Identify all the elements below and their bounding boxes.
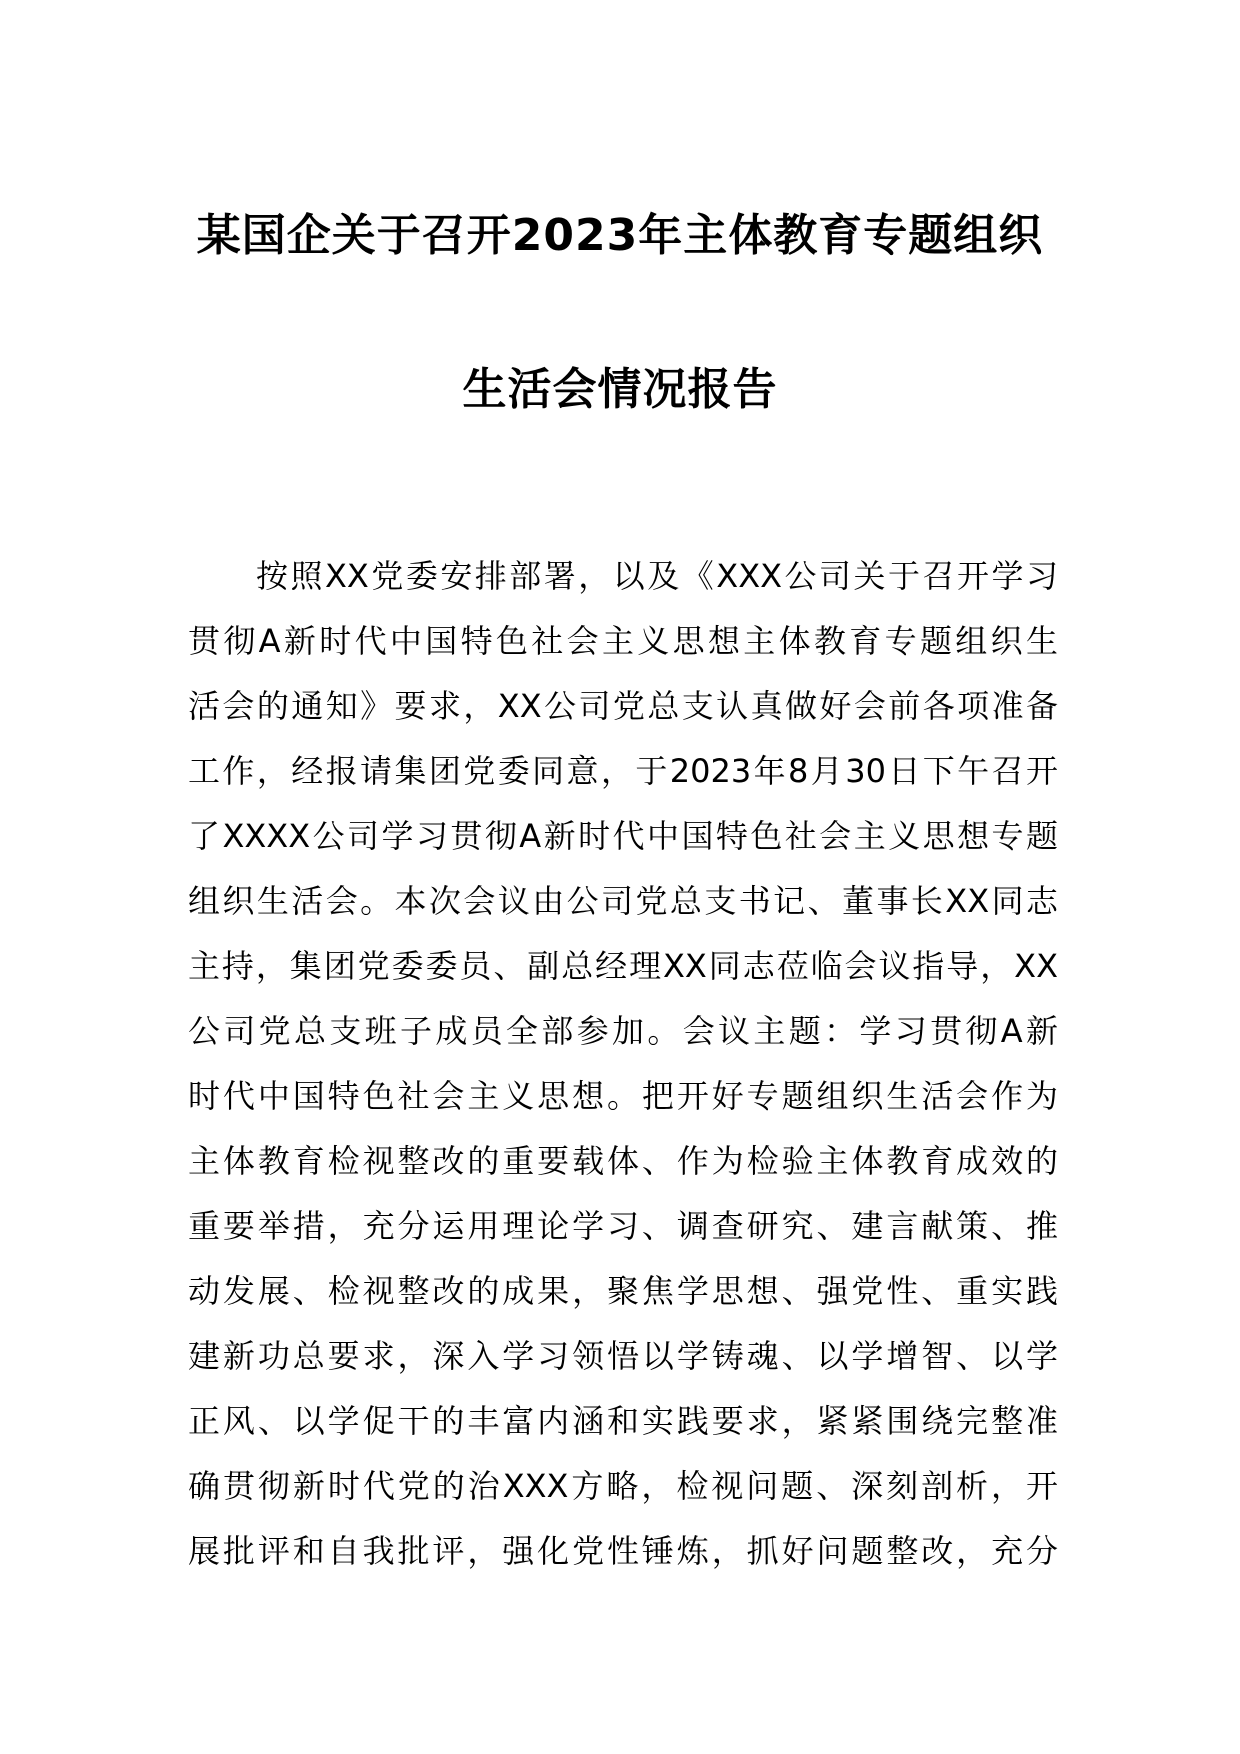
- body-line: 工作，经报请集团党委同意，于2023年8月30日下午召开: [188, 752, 1058, 790]
- document-title-line-1: 某国企关于召开2023年主体教育专题组织: [196, 210, 1044, 261]
- body-line: 时代中国特色社会主义思想。把开好专题组织生活会作为: [188, 1077, 1058, 1115]
- body-line: 建新功总要求，深入学习领悟以学铸魂、以学增智、以学: [188, 1337, 1058, 1375]
- body-line: 动发展、检视整改的成果，聚焦学思想、强党性、重实践: [188, 1272, 1058, 1310]
- body-line: 正风、以学促干的丰富内涵和实践要求，紧紧围绕完整准: [188, 1402, 1058, 1440]
- body-paragraph: [188, 544, 1058, 1584]
- body-line: 重要举措，充分运用理论学习、调查研究、建言献策、推: [188, 1207, 1058, 1245]
- body-line: 按照XX党委安排部署，以及《XXX公司关于召开学习: [256, 557, 1058, 595]
- body-line: 展批评和自我批评，强化党性锤炼，抓好问题整改，充分: [188, 1532, 1058, 1570]
- body-line: 贯彻A新时代中国特色社会主义思想主体教育专题组织生: [188, 622, 1058, 660]
- body-line: 公司党总支班子成员全部参加。会议主题：学习贯彻A新: [188, 1012, 1058, 1050]
- body-line: 主持，集团党委委员、副总经理XX同志莅临会议指导，XX: [188, 947, 1058, 985]
- body-line: 组织生活会。本次会议由公司党总支书记、董事长XX同志: [188, 882, 1058, 920]
- body-line: 活会的通知》要求，XX公司党总支认真做好会前各项准备: [188, 687, 1058, 725]
- body-line: 确贯彻新时代党的治XXX方略，检视问题、深刻剖析，开: [188, 1467, 1058, 1505]
- document-title-line-2: 生活会情况报告: [462, 364, 778, 415]
- body-line: 了XXXX公司学习贯彻A新时代中国特色社会主义思想专题: [188, 817, 1058, 855]
- body-line: 主体教育检视整改的重要载体、作为检验主体教育成效的: [188, 1142, 1058, 1180]
